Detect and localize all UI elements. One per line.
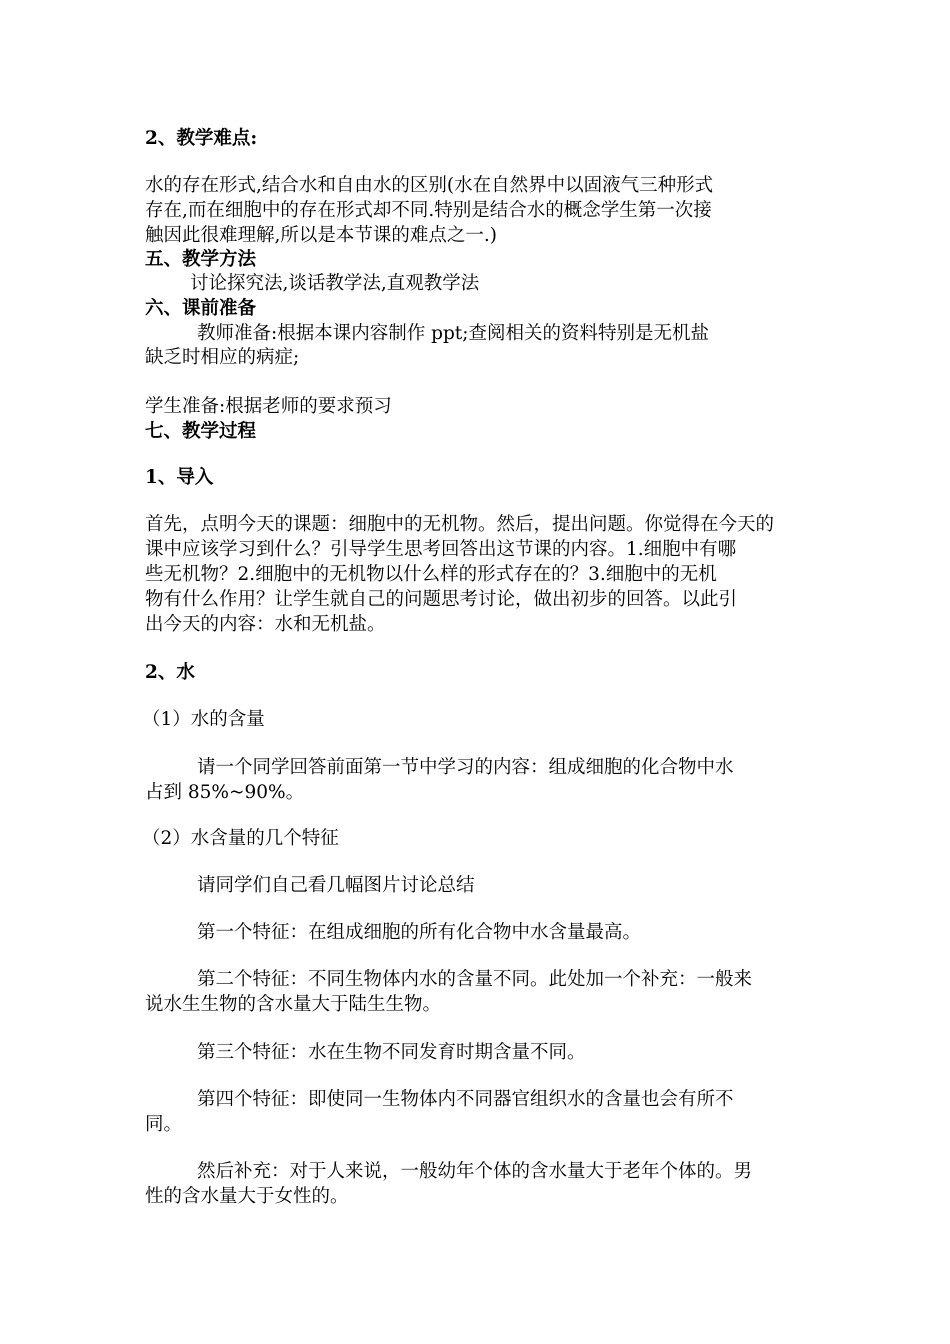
intro-heading: 1、导入 <box>145 467 214 488</box>
intro-line: 出今天的内容：水和无机盐。 <box>145 614 386 635</box>
water-content-line: 请一个同学回答前面第一节中学习的内容：组成细胞的化合物中水 <box>197 757 734 778</box>
feature-1: 第一个特征：在组成细胞的所有化合物中水含量最高。 <box>197 922 642 943</box>
water-content-heading: （1）水的含量 <box>142 709 265 730</box>
methods-text: 讨论探究法,谈话教学法,直观教学法 <box>190 273 480 294</box>
intro-line: 课中应该学习到什么？引导学生思考回答出这节课的内容。1.细胞中有哪 <box>145 539 737 560</box>
supplement-line: 性的含水量大于女性的。 <box>145 1186 349 1207</box>
water-features-heading: （2）水含量的几个特征 <box>142 828 339 849</box>
feature-4-line: 第四个特征：即使同一生物体内不同器官组织水的含量也会有所不 <box>197 1089 734 1110</box>
prep-teacher-line: 教师准备:根据本课内容制作 ppt;查阅相关的资料特别是无机盐 <box>197 323 709 344</box>
water-heading: 2、水 <box>145 662 195 683</box>
difficulty-line: 存在,而在细胞中的存在形式却不同.特别是结合水的概念学生第一次接 <box>145 200 712 221</box>
feature-2-line: 说水生生物的含水量大于陆生生物。 <box>145 994 442 1015</box>
process-heading: 七、教学过程 <box>145 421 257 442</box>
intro-line: 些无机物？2.细胞中的无机物以什么样的形式存在的？3.细胞中的无机 <box>145 564 717 585</box>
intro-line: 物有什么作用？让学生就自己的问题思考讨论，做出初步的回答。以此引 <box>145 589 738 610</box>
feature-4-line: 同。 <box>145 1114 183 1135</box>
difficulty-heading: 2、教学难点: <box>145 128 258 149</box>
feature-3: 第三个特征：水在生物不同发育时期含量不同。 <box>197 1042 586 1063</box>
features-intro: 请同学们自己看几幅图片讨论总结 <box>197 875 475 896</box>
supplement-line: 然后补充：对于人来说，一般幼年个体的含水量大于老年个体的。男 <box>197 1161 753 1182</box>
prep-heading: 六、课前准备 <box>145 298 257 319</box>
intro-line: 首先，点明今天的课题：细胞中的无机物。然后，提出问题。你觉得在今天的 <box>145 514 775 535</box>
prep-student: 学生准备:根据老师的要求预习 <box>145 396 392 417</box>
difficulty-line: 触因此很难理解,所以是本节课的难点之一.) <box>145 225 497 246</box>
methods-heading: 五、教学方法 <box>145 249 257 270</box>
prep-teacher-line: 缺乏时相应的病症; <box>145 347 300 368</box>
water-content-line: 占到 85%~90%。 <box>145 782 305 803</box>
difficulty-line: 水的存在形式,结合水和自由水的区别(水在自然界中以固液气三种形式 <box>145 175 714 196</box>
feature-2-line: 第二个特征：不同生物体内水的含量不同。此处加一个补充：一般来 <box>197 969 753 990</box>
